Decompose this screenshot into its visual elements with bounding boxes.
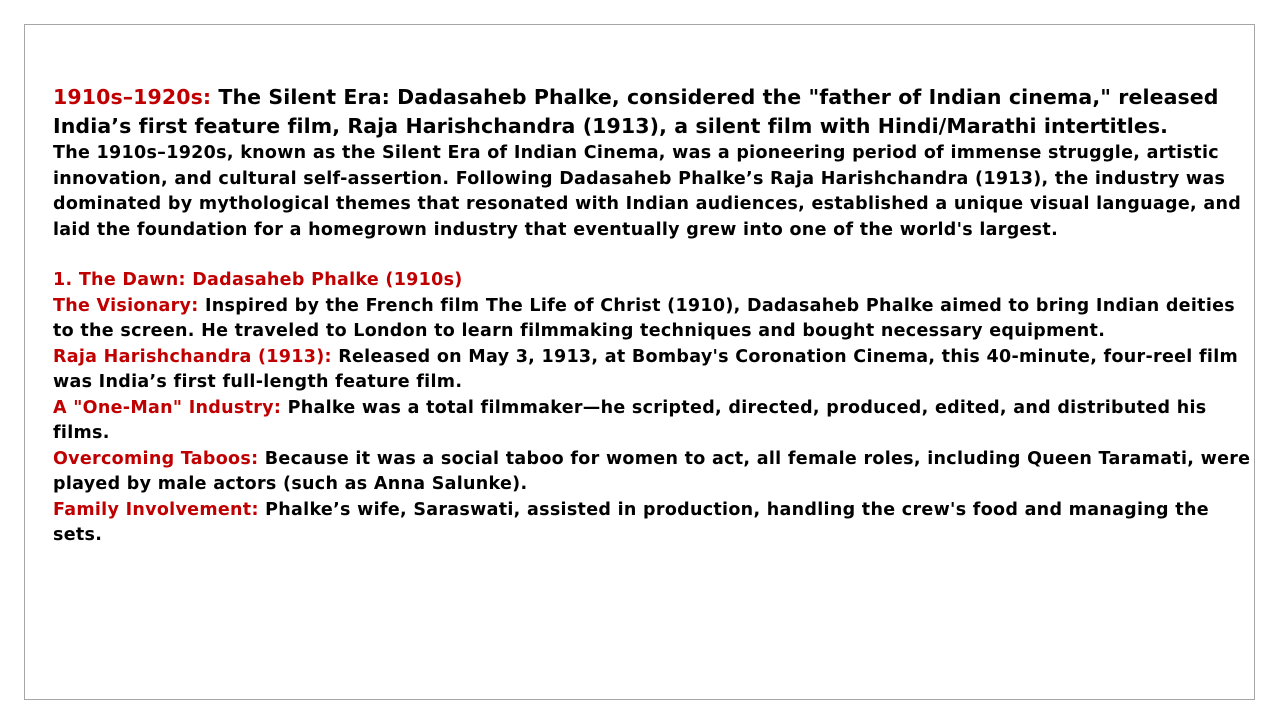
slide-heading: [53, 83, 1253, 141]
item-text: Because it was a social taboo for women to act, all female roles, including Queen Taramati, were played by male actors (such as Anna Salunke).: [53, 448, 1251, 494]
item-family-involvement: [53, 498, 1253, 549]
item-label: A "One-Man" Industry:: [53, 397, 282, 418]
section-title: 1. The Dawn: Dadasaheb Phalke (1910s): [53, 270, 463, 290]
slide-content: [53, 83, 1253, 549]
intro-paragraph: The 1910s–1920s, known as the Silent Era of Indian Cinema, was a pioneering period of immense struggle, artistic innovation, and cultural self-assertion. Following Dadasaheb Phalke’s Raja Harishchandra (1913), the industry was dominated by mythological themes that resonated with Indian audiences, established a unique visual language, and laid the foundation for a homegrown industry that eventually grew into one of the world's largest.: [53, 143, 1242, 240]
item-raja-harishchandra: [53, 345, 1253, 396]
item-label: Family Involvement:: [53, 499, 259, 520]
item-text: Phalke’s wife, Saraswati, assisted in production, handling the crew's food and managing the sets.: [53, 499, 1209, 545]
slide-frame: [24, 24, 1255, 700]
item-overcoming-taboos: [53, 447, 1253, 498]
heading-text: The Silent Era: Dadasaheb Phalke, considered the "father of Indian cinema," released India’s first feature film, Raja Harishchandra (1913), a silent film with Hindi/Marathi intertitles.: [53, 85, 1219, 138]
item-one-man-industry: [53, 396, 1253, 447]
item-label: Raja Harishchandra (1913):: [53, 346, 332, 367]
section-spacer: [53, 243, 1253, 268]
item-label: Overcoming Taboos:: [53, 448, 259, 469]
item-visionary: [53, 294, 1253, 345]
item-text: Released on May 3, 1913, at Bombay's Coronation Cinema, this 40-minute, four-reel film was India’s first full-length feature film.: [53, 346, 1239, 392]
item-text: Inspired by the French film The Life of Christ (1910), Dadasaheb Phalke aimed to bring Indian deities to the screen. He traveled to London to learn filmmaking techniques and bought necessary equipment.: [53, 295, 1236, 341]
heading-label: 1910s–1920s:: [53, 85, 212, 109]
item-text: Phalke was a total filmmaker—he scripted, directed, produced, edited, and distributed his films.: [53, 397, 1207, 443]
item-label: The Visionary:: [53, 295, 199, 316]
